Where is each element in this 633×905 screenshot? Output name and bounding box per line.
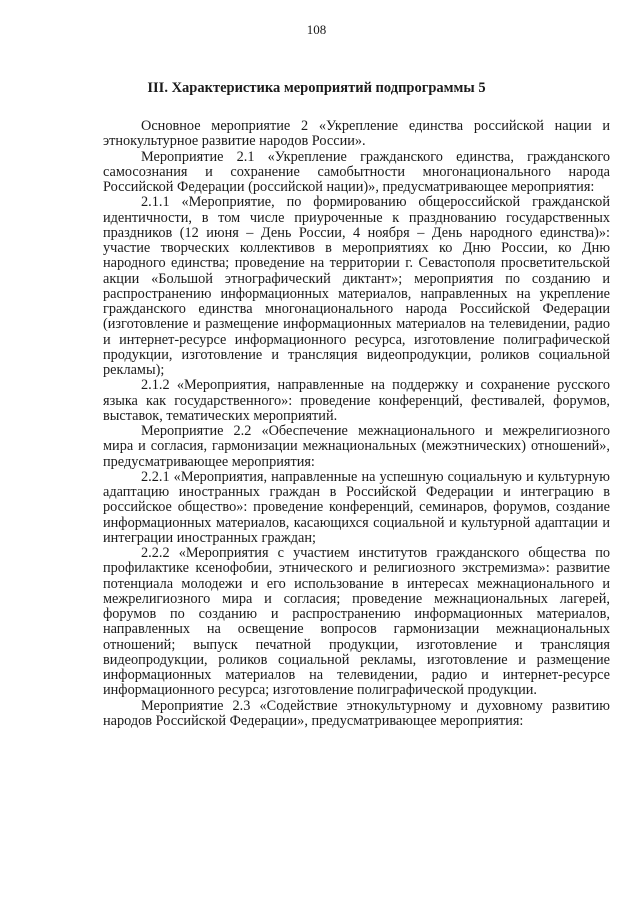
document-body bbox=[103, 119, 610, 729]
paragraph-event-2-1: Мероприятие 2.1 «Укрепление гражданского единства, гражданского самосознания и сохранение самобытности многонационального народа Российской Федерации (российской нации)», предусматривающее мероприятия: bbox=[103, 148, 610, 195]
paragraph-event-2-2-1: 2.2.1 «Мероприятия, направленные на успешную социальную и культурную адаптацию иностранных граждан в Российской Федерации и интеграцию в российское общество»: проведение конференций, семинаров, форумов, создание информационных материалов, касающихся социальной и культурной адаптации и интеграции иностранных граждан; bbox=[103, 468, 610, 546]
paragraph-event-2-3: Мероприятие 2.3 «Содействие этнокультурному и духовному развитию народов Российской Федерации», предусматривающее мероприятия: bbox=[103, 697, 610, 729]
section-heading: III. Характеристика мероприятий подпрограммы 5 bbox=[147, 80, 486, 96]
paragraph-event-2-2: Мероприятие 2.2 «Обеспечение межнационального и межрелигиозного мира и согласия, гармонизации межнациональных (межэтнических) отношений», предусматривающее мероприятия: bbox=[103, 423, 610, 470]
paragraph-main-event-2: Основное мероприятие 2 «Укрепление единства российской нации и этнокультурное развитие народов России». bbox=[103, 118, 610, 150]
paragraph-event-2-1-1: 2.1.1 «Мероприятие, по формированию общероссийской гражданской идентичности, в том числе приуроченные к празднованию государственных праздников (12 июня – День России, 4 ноября – День народного единства)»: участие творческих коллективов в мероприятиях ко Дню России, ко Дню народного единства; проведение на территории г. Севастополя просветительской акции «Большой этнографический диктант»; мероприятия по созданию и распространению информационных материалов, направленных на укрепление гражданского единства многонационального народа Российской Федерации (изготовление и размещение информационных материалов на телевидении, радио и интернет-ресурсе информационного ресурса, изготовление полиграфической продукции, изготовление и трансляция видеопродукции, роликов социальной рекламы); bbox=[103, 194, 610, 378]
paragraph-event-2-1-2: 2.1.2 «Мероприятия, направленные на поддержку и сохранение русского языка как государственного»: проведение конференций, фестивалей, форумов, выставок, тематических мероприятий. bbox=[103, 377, 610, 424]
paragraph-event-2-2-2: 2.2.2 «Мероприятия с участием институтов гражданского общества по профилактике ксенофобии, этнического и религиозного экстремизма»: развитие потенциала молодежи и его использование в интересах межнационального и межрелигиозного мира и согласия; проведение межнациональных лагерей, форумов по созданию и распространению информационных материалов, направленных на освещение вопросов гармонизации межнациональных отношений; выпуск печатной продукции, изготовление и трансляция видеопродукции, роликов социальной рекламы, изготовление и размещение информационных материалов на телевидении, радио и интернет-ресурсе информационного ресурса; изготовление полиграфической продукции. bbox=[103, 545, 610, 699]
page-number: 108 bbox=[306, 22, 327, 37]
